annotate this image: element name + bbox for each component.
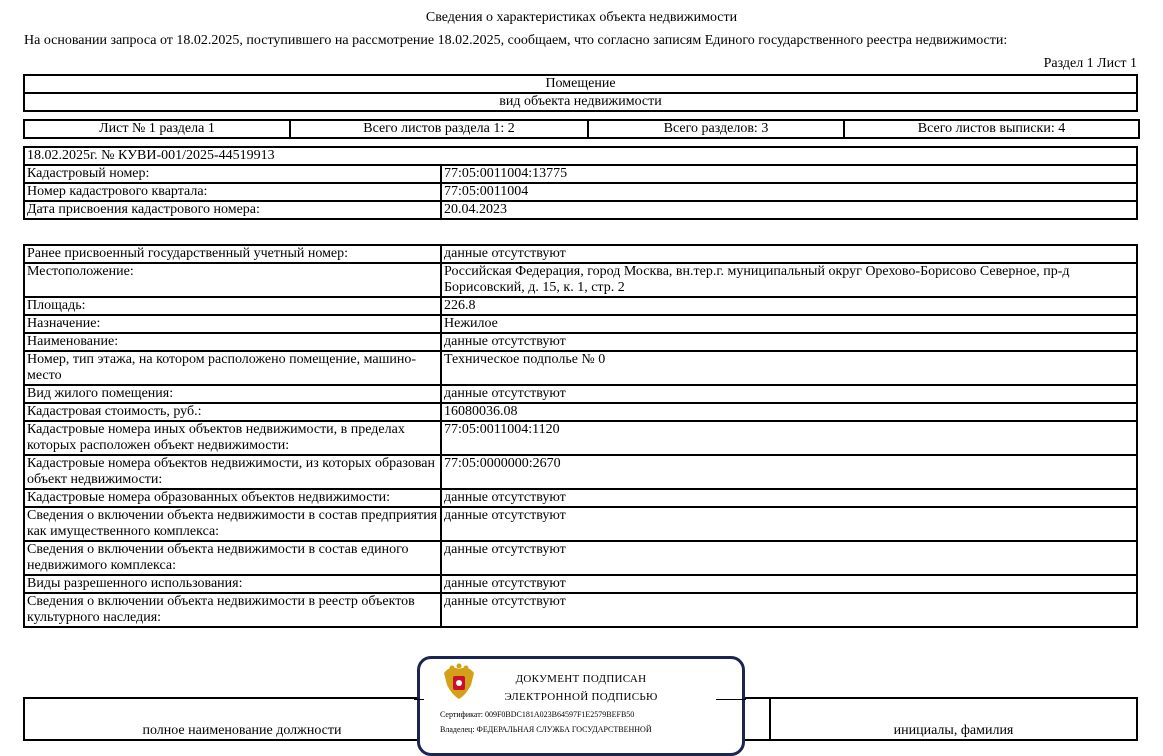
stamp-title-line1: ДОКУМЕНТ ПОДПИСАН (515, 673, 647, 685)
row-label: Назначение: (24, 315, 441, 333)
row-label: Кадастровая стоимость, руб.: (24, 403, 441, 421)
row-value: данные отсутствуют (441, 245, 1137, 263)
table-row (24, 315, 1137, 333)
total-section-sheets: Всего листов раздела 1: 2 (290, 120, 588, 138)
table-row (24, 297, 1137, 315)
row-label: Кадастровые номера объектов недвижимости, из которых образован объект недвижимости: (24, 455, 441, 489)
row-label: Вид жилого помещения: (24, 385, 441, 403)
document-title: Сведения о характеристиках объекта недвижимости (425, 10, 738, 25)
row-value: Российская Федерация, город Москва, вн.тер.г. муниципальный округ Орехово-Борисово Северное, пр-д Борисовский, д. 15, к. 1, стр. 2 (441, 263, 1137, 297)
row-label: Сведения о включении объекта недвижимости в состав единого недвижимого комплекса: (24, 541, 441, 575)
table-row (24, 593, 1137, 627)
row-value: данные отсутствуют (441, 507, 1137, 541)
table-row (24, 403, 1137, 421)
row-label: Номер, тип этажа, на котором расположено помещение, машино-место (24, 351, 441, 385)
row-value: 77:05:0011004:1120 (441, 421, 1137, 455)
table-row (24, 351, 1137, 385)
row-label: Ранее присвоенный государственный учетный номер: (24, 245, 441, 263)
row-label: Наименование: (24, 333, 441, 351)
record-table (23, 146, 1138, 220)
row-label: Кадастровые номера образованных объектов недвижимости: (24, 489, 441, 507)
stamp-divider-right (716, 699, 746, 700)
table-row (24, 575, 1137, 593)
row-value: данные отсутствуют (441, 575, 1137, 593)
row-value: данные отсутствуют (441, 333, 1137, 351)
details-table (23, 244, 1138, 628)
table-row (24, 165, 1137, 183)
name-label: инициалы, фамилия (770, 698, 1137, 740)
row-label: Сведения о включении объекта недвижимости в состав предприятия как имущественного комплекса: (24, 507, 441, 541)
table-row (24, 183, 1137, 201)
table-row (24, 541, 1137, 575)
table-row (24, 489, 1137, 507)
row-value: данные отсутствуют (441, 541, 1137, 575)
row-value: данные отсутствуют (441, 593, 1137, 627)
row-value: 77:05:0000000:2670 (441, 455, 1137, 489)
table-row (24, 385, 1137, 403)
section-reference: Раздел 1 Лист 1 (1043, 56, 1137, 71)
stamp-divider-left (414, 699, 424, 700)
table-row (24, 455, 1137, 489)
row-label: Кадастровые номера иных объектов недвижимости, в пределах которых расположен объект недвижимости: (24, 421, 441, 455)
row-value: Техническое подполье № 0 (441, 351, 1137, 385)
object-kind-subtitle: вид объекта недвижимости (24, 93, 1137, 111)
table-row (24, 333, 1137, 351)
stamp-title-line2: ЭЛЕКТРОННОЙ ПОДПИСЬЮ (504, 691, 658, 703)
table-row (24, 507, 1137, 541)
table-row (24, 421, 1137, 455)
sheets-table (23, 119, 1140, 139)
object-header-table (23, 74, 1138, 112)
row-label: Номер кадастрового квартала: (24, 183, 441, 201)
row-label: Местоположение: (24, 263, 441, 297)
position-label: полное наименование должности (24, 698, 460, 740)
record-date-number: 18.02.2025г. № КУВИ-001/2025-44519913 (24, 147, 1137, 165)
total-extract-sheets: Всего листов выписки: 4 (844, 120, 1139, 138)
object-kind: Помещение (24, 75, 1137, 93)
row-label: Площадь: (24, 297, 441, 315)
row-value: данные отсутствуют (441, 489, 1137, 507)
table-row (24, 201, 1137, 219)
stamp-owner: Владелец: ФЕДЕРАЛЬНАЯ СЛУЖБА ГОСУДАРСТВЕННОЙ (440, 725, 652, 734)
row-label: Кадастровый номер: (24, 165, 441, 183)
table-row (24, 245, 1137, 263)
electronic-signature-stamp (417, 656, 745, 756)
total-sections: Всего разделов: 3 (588, 120, 844, 138)
row-value: 226.8 (441, 297, 1137, 315)
sheet-of-section: Лист № 1 раздела 1 (24, 120, 290, 138)
row-value: 20.04.2023 (441, 201, 1137, 219)
intro-text: На основании запроса от 18.02.2025, поступившего на рассмотрение 18.02.2025, сообщаем, что согласно записям Единого государственного реестра недвижимости: (24, 33, 1008, 48)
row-label: Сведения о включении объекта недвижимости в реестр объектов культурного наследия: (24, 593, 441, 627)
row-value: Нежилое (441, 315, 1137, 333)
row-label: Дата присвоения кадастрового номера: (24, 201, 441, 219)
row-value: 77:05:0011004 (441, 183, 1137, 201)
row-value: данные отсутствуют (441, 385, 1137, 403)
table-row (24, 263, 1137, 297)
row-value: 16080036.08 (441, 403, 1137, 421)
row-value: 77:05:0011004:13775 (441, 165, 1137, 183)
row-label: Виды разрешенного использования: (24, 575, 441, 593)
stamp-certificate: Сертификат: 009F0BDC181A023B64597F1E2579BEFB50 (440, 710, 635, 719)
